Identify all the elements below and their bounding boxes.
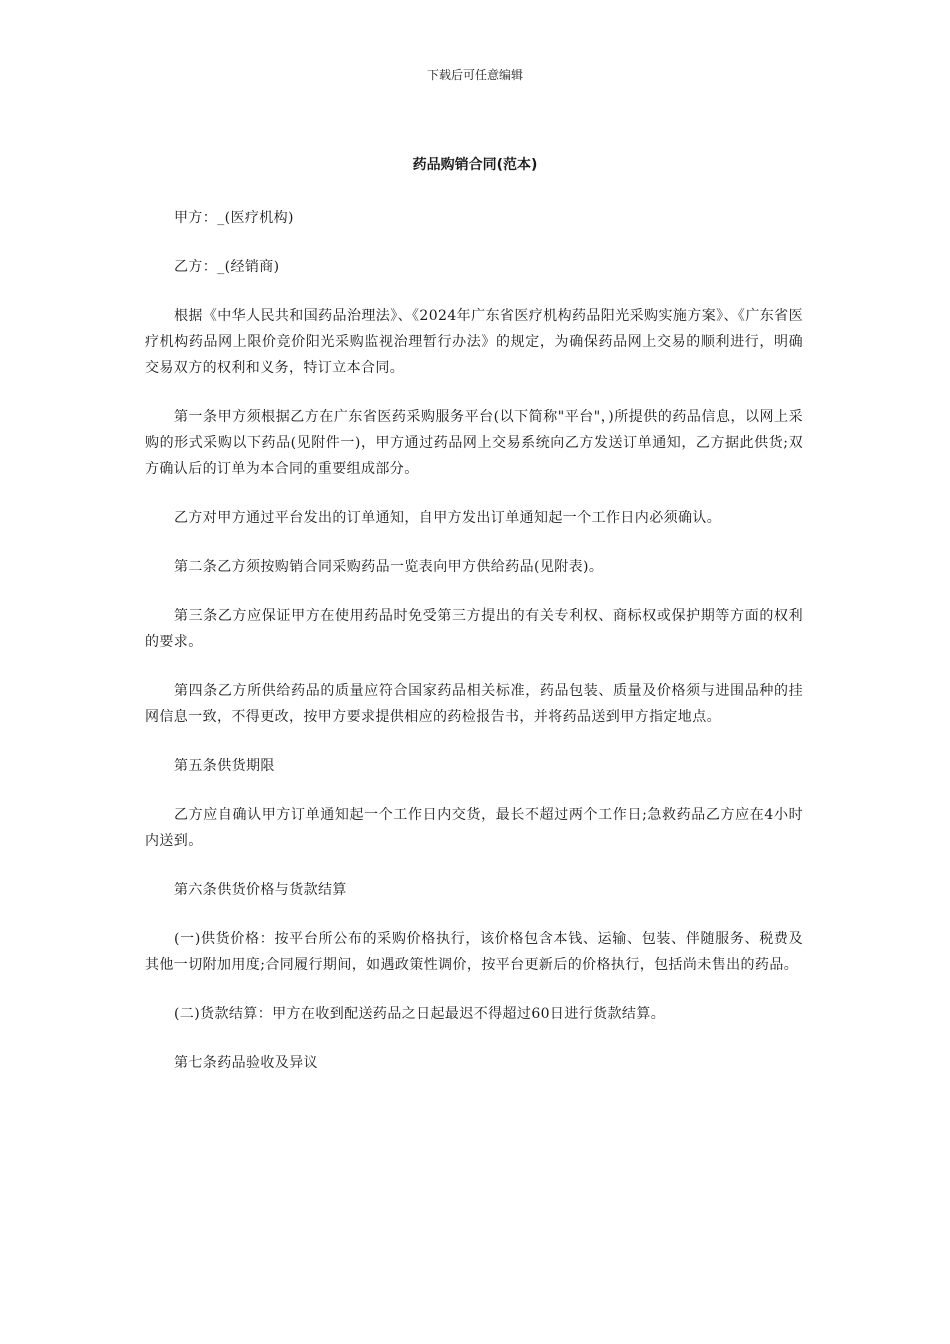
article-3-paragraph: 第三条乙方应保证甲方在使用药品时免受第三方提出的有关专利权、商标权或保护期等方面的权利的要求。 xyxy=(145,608,803,650)
article-2-paragraph: 第二条乙方须按购销合同采购药品一览表向甲方供给药品(见附表)。 xyxy=(174,559,604,575)
article-4-paragraph: 第四条乙方所供给药品的质量应符合国家药品相关标准，药品包装、质量及价格须与进围品种的挂网信息一致，不得更改，按甲方要求提供相应的药检报告书，并将药品送到甲方指定地点。 xyxy=(145,683,803,725)
order-confirmation-paragraph: 乙方对甲方通过平台发出的订单通知，自甲方发出订单通知起一个工作日内必须确认。 xyxy=(174,510,722,526)
article-5-heading: 第五条供货期限 xyxy=(174,758,275,774)
preamble-paragraph: 根据《中华人民共和国药品治理法》、《2024年广东省医疗机构药品阳光采购实施方案》、《广东省医疗机构药品网上限价竞价阳光采购监视治理暂行办法》的规定，为确保药品网上交易的顺利进行，明确交易双方的权利和义务，特订立本合同。 xyxy=(145,308,803,376)
article-1-paragraph: 第一条甲方须根据乙方在广东省医药采购服务平台(以下简称"平台"，)所提供的药品信息，以网上采购的形式采购以下药品(见附件一)，甲方通过药品网上交易系统向乙方发送订单通知，乙方据此供货;双方确认后的订单为本合同的重要组成部分。 xyxy=(145,409,803,477)
document-title: 药品购销合同(范本) xyxy=(412,157,538,173)
supply-price-paragraph: (一)供货价格：按平台所公布的采购价格执行，该价格包含本钱、运输、包装、伴随服务、税费及其他一切附加用度;合同履行期间，如遇政策性调价，按平台更新后的价格执行，包括尚未售出的药品。 xyxy=(145,931,803,973)
document-body xyxy=(145,205,803,1099)
party-b-line: 乙方：_(经销商) xyxy=(174,259,280,275)
party-a-line: 甲方：_(医疗机构) xyxy=(174,210,294,226)
header-note: 下载后可任意编辑 xyxy=(426,68,523,82)
payment-settlement-paragraph: (二)货款结算：甲方在收到配送药品之日起最迟不得超过60日进行货款结算。 xyxy=(174,1006,666,1022)
article-7-heading: 第七条药品验收及异议 xyxy=(174,1055,318,1071)
article-6-heading: 第六条供货价格与货款结算 xyxy=(174,882,347,898)
delivery-term-paragraph: 乙方应自确认甲方订单通知起一个工作日内交货，最长不超过两个工作日;急救药品乙方应在4小时内送到。 xyxy=(145,807,803,849)
